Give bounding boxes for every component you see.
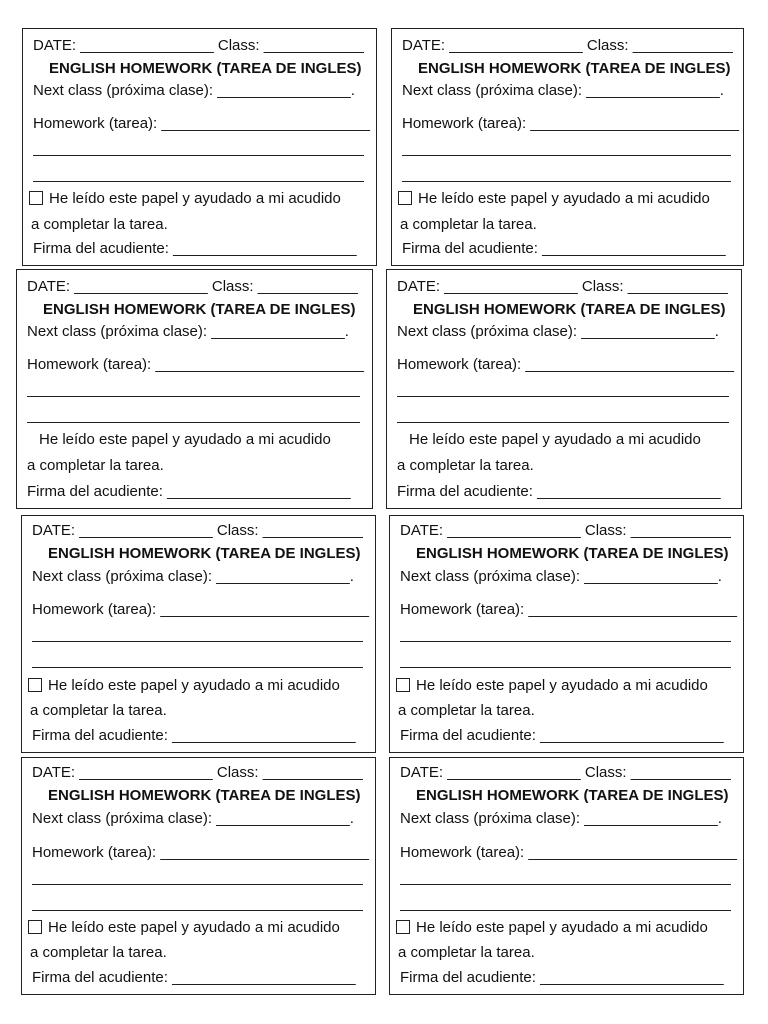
card-title: ENGLISH HOMEWORK (TAREA DE INGLES) xyxy=(48,787,361,804)
blank-line xyxy=(32,884,363,885)
signature-line: Firma del acudiente: ______________________ xyxy=(402,240,726,257)
homework-line: Homework (tarea): _________________________ xyxy=(27,356,364,373)
homework-card xyxy=(22,28,377,266)
date-class-line: DATE: ________________ Class: ____________ xyxy=(32,522,363,539)
homework-card xyxy=(21,757,376,995)
next-class-line: Next class (próxima clase): ________________. xyxy=(397,323,719,340)
signature-line: Firma del acudiente: ______________________ xyxy=(400,969,724,986)
next-class-line: Next class (próxima clase): ________________. xyxy=(32,810,354,827)
date-class-line: DATE: ________________ Class: ____________ xyxy=(33,37,364,54)
signature-line: Firma del acudiente: ______________________ xyxy=(32,727,356,744)
acknowledgement-checkbox[interactable] xyxy=(396,920,410,934)
acknowledgement-checkbox[interactable] xyxy=(29,191,43,205)
homework-line: Homework (tarea): _________________________ xyxy=(400,601,737,618)
acknowledgement-line xyxy=(28,919,340,937)
date-class-line: DATE: ________________ Class: ____________ xyxy=(27,278,358,295)
completar-line: a completar la tarea. xyxy=(400,216,537,233)
next-class-line: Next class (próxima clase): ________________. xyxy=(33,82,355,99)
completar-line: a completar la tarea. xyxy=(397,457,534,474)
acknowledgement-line xyxy=(28,677,340,695)
homework-line: Homework (tarea): _________________________ xyxy=(32,844,369,861)
date-class-line: DATE: ________________ Class: ____________ xyxy=(397,278,728,295)
blank-line xyxy=(33,181,364,182)
date-class-line: DATE: ________________ Class: ____________ xyxy=(402,37,733,54)
homework-line: Homework (tarea): _________________________ xyxy=(402,115,739,132)
blank-line xyxy=(27,422,360,423)
completar-line: a completar la tarea. xyxy=(30,702,167,719)
completar-line: a completar la tarea. xyxy=(398,702,535,719)
completar-line: a completar la tarea. xyxy=(31,216,168,233)
homework-line: Homework (tarea): _________________________ xyxy=(32,601,369,618)
acknowledgement-checkbox[interactable] xyxy=(398,191,412,205)
completar-line: a completar la tarea. xyxy=(27,457,164,474)
blank-line xyxy=(397,396,729,397)
homework-line: Homework (tarea): _________________________ xyxy=(397,356,734,373)
card-title: ENGLISH HOMEWORK (TAREA DE INGLES) xyxy=(49,60,362,77)
signature-line: Firma del acudiente: ______________________ xyxy=(33,240,357,257)
homework-card xyxy=(389,515,744,753)
signature-line: Firma del acudiente: ______________________ xyxy=(32,969,356,986)
blank-line xyxy=(400,884,731,885)
blank-line xyxy=(400,641,731,642)
homework-card xyxy=(21,515,376,753)
date-class-line: DATE: ________________ Class: ____________ xyxy=(400,764,731,781)
acknowledgement-line xyxy=(396,677,708,695)
acknowledgement-checkbox[interactable] xyxy=(28,920,42,934)
next-class-line: Next class (próxima clase): ________________. xyxy=(402,82,724,99)
card-title: ENGLISH HOMEWORK (TAREA DE INGLES) xyxy=(418,60,731,77)
blank-line xyxy=(400,667,731,668)
next-class-line: Next class (próxima clase): ________________. xyxy=(27,323,349,340)
blank-line xyxy=(33,155,364,156)
acknowledgement-text: He leído este papel y ayudado a mi acudido xyxy=(39,431,331,448)
card-title: ENGLISH HOMEWORK (TAREA DE INGLES) xyxy=(48,545,361,562)
homework-card xyxy=(386,269,742,509)
blank-line xyxy=(32,910,363,911)
blank-line xyxy=(27,396,360,397)
next-class-line: Next class (próxima clase): ________________. xyxy=(400,810,722,827)
acknowledgement-checkbox[interactable] xyxy=(396,678,410,692)
homework-line: Homework (tarea): _________________________ xyxy=(33,115,370,132)
acknowledgement-line xyxy=(396,919,708,937)
card-title: ENGLISH HOMEWORK (TAREA DE INGLES) xyxy=(416,787,729,804)
homework-card xyxy=(391,28,744,266)
acknowledgement-checkbox[interactable] xyxy=(28,678,42,692)
signature-line: Firma del acudiente: ______________________ xyxy=(397,483,721,500)
blank-line xyxy=(397,422,729,423)
acknowledgement-text: He leído este papel y ayudado a mi acudido xyxy=(409,431,701,448)
blank-line xyxy=(32,641,363,642)
card-title: ENGLISH HOMEWORK (TAREA DE INGLES) xyxy=(416,545,729,562)
acknowledgement-text: He leído este papel y ayudado a mi acudido xyxy=(49,190,341,207)
card-title: ENGLISH HOMEWORK (TAREA DE INGLES) xyxy=(413,301,726,318)
signature-line: Firma del acudiente: ______________________ xyxy=(27,483,351,500)
blank-line xyxy=(32,667,363,668)
date-class-line: DATE: ________________ Class: ____________ xyxy=(32,764,363,781)
acknowledgement-text: He leído este papel y ayudado a mi acudido xyxy=(418,190,710,207)
blank-line xyxy=(400,910,731,911)
card-title: ENGLISH HOMEWORK (TAREA DE INGLES) xyxy=(43,301,356,318)
acknowledgement-line xyxy=(398,190,710,208)
signature-line: Firma del acudiente: ______________________ xyxy=(400,727,724,744)
completar-line: a completar la tarea. xyxy=(30,944,167,961)
acknowledgement-text: He leído este papel y ayudado a mi acudido xyxy=(416,677,708,694)
homework-card xyxy=(16,269,373,509)
homework-card xyxy=(389,757,744,995)
blank-line xyxy=(402,181,731,182)
next-class-line: Next class (próxima clase): ________________. xyxy=(400,568,722,585)
date-class-line: DATE: ________________ Class: ____________ xyxy=(400,522,731,539)
acknowledgement-text: He leído este papel y ayudado a mi acudido xyxy=(48,919,340,936)
next-class-line: Next class (próxima clase): ________________. xyxy=(32,568,354,585)
blank-line xyxy=(402,155,731,156)
acknowledgement-text: He leído este papel y ayudado a mi acudido xyxy=(416,919,708,936)
acknowledgement-line xyxy=(29,190,341,208)
completar-line: a completar la tarea. xyxy=(398,944,535,961)
homework-line: Homework (tarea): _________________________ xyxy=(400,844,737,861)
acknowledgement-text: He leído este papel y ayudado a mi acudido xyxy=(48,677,340,694)
